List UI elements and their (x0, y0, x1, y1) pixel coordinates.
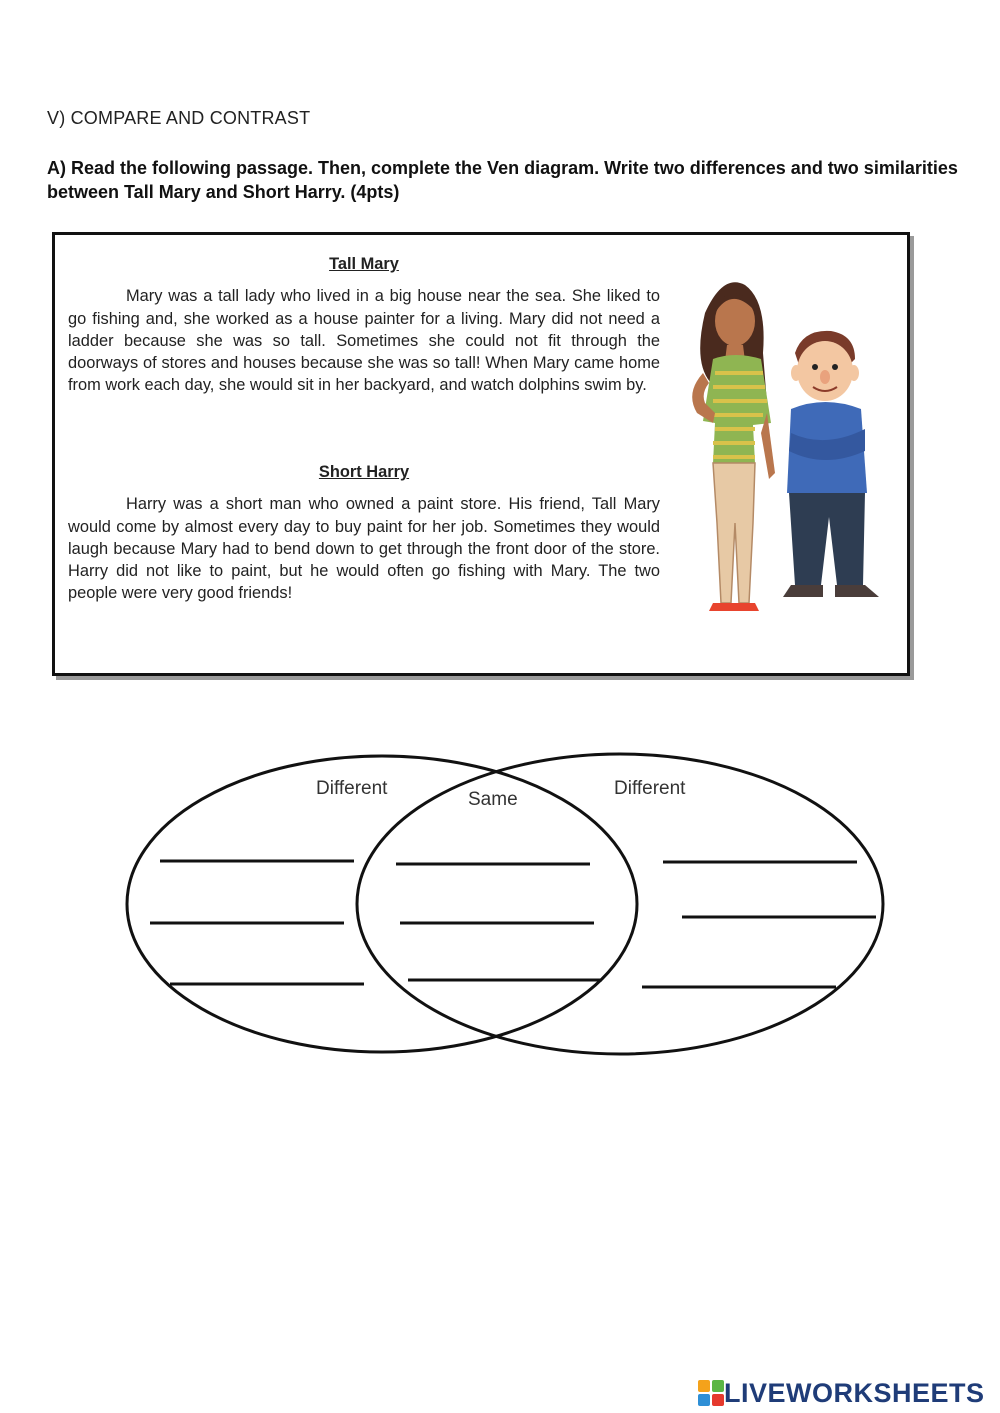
venn-right-answer-lines (642, 862, 876, 987)
instructions: A) Read the following passage. Then, complete the Ven diagram. Write two differences and two similarities between Tall Mary and Short Harry. (4pts) (47, 158, 958, 202)
story-short-harry (68, 461, 660, 605)
story-title-harry: Short Harry (318, 463, 410, 481)
venn-left-answer-lines (150, 861, 364, 984)
venn-diagram (120, 740, 890, 1080)
venn-label-center: Same (468, 789, 518, 810)
passage-box (52, 232, 910, 676)
venn-label-right: Different (614, 778, 686, 799)
section-title: V) COMPARE AND CONTRAST (47, 108, 311, 128)
story-text-mary: Mary was a tall lady who lived in a big house near the sea. She liked to go fishing and, she worked as a house painter for a living. Mary did not need a ladder because she was so tall. Sometimes she could not fit through the doorways of stores and houses because she was so tall! When Mary came home from work each day, she would sit in her backyard, and watch dolphins swim by. (68, 287, 660, 395)
liveworksheets-logo-icon (698, 1380, 724, 1406)
venn-center-answer-lines (396, 864, 602, 980)
liveworksheets-wordmark: LIVEWORKSHEETS (724, 1377, 985, 1408)
story-tall-mary (68, 253, 660, 397)
venn-right-circle (357, 754, 883, 1054)
venn-label-left: Different (316, 778, 388, 799)
harry-figure (783, 331, 879, 597)
liveworksheets-logo (698, 1376, 985, 1410)
venn-left-circle (127, 756, 637, 1052)
mary-harry-illustration (683, 273, 901, 613)
mary-figure (692, 282, 775, 611)
story-text-harry: Harry was a short man who owned a paint store. His friend, Tall Mary would come by almost every day to buy paint for her job. Sometimes they would laugh because Mary had to bend down to get through the front door of the store. Harry did not like to paint, but he would often go fishing with Mary. The two people were very good friends! (68, 495, 660, 603)
story-title-mary: Tall Mary (329, 255, 399, 273)
